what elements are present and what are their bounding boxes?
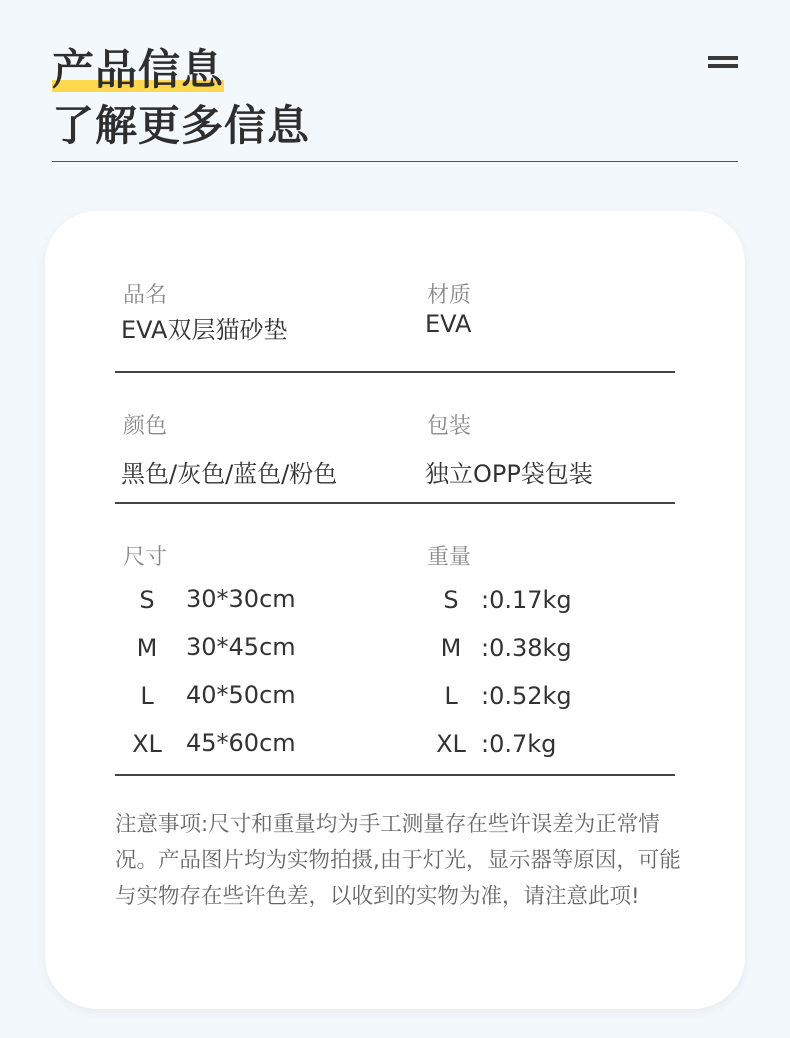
size-code: M [136, 634, 158, 662]
weight-label: 重量 [427, 545, 472, 570]
weight-value: :0.17kg [481, 586, 572, 614]
weight-code: L [444, 682, 458, 710]
page-subtitle: 了解更多信息 [52, 101, 311, 150]
color-label: 颜色 [123, 414, 168, 439]
material-label: 材质 [427, 283, 472, 308]
size-code: L [140, 682, 154, 710]
disclaimer-note: 注意事项:尺寸和重量均为手工测量存在些许误差为正常情况。产品图片均为实物拍摄,由于灯光，显示器等原因，可能与实物存在些许色差，以收到的实物为准，请注意此项! [115, 812, 681, 909]
material-value: EVA [425, 310, 472, 338]
weight-code: XL [436, 730, 466, 758]
size-dimensions: 30*45cm [186, 633, 296, 661]
weight-value: :0.38kg [481, 634, 572, 662]
size-dimensions: 45*60cm [186, 729, 296, 757]
color-value: 黑色/灰色/蓝色/粉色 [121, 460, 338, 488]
name-label: 品名 [123, 283, 168, 308]
weight-value: :0.7kg [481, 730, 557, 758]
size-code: S [139, 586, 155, 614]
divider [115, 774, 675, 776]
size-dimensions: 40*50cm [186, 681, 296, 709]
name-value: EVA双层猫砂垫 [121, 316, 288, 344]
divider [115, 371, 675, 373]
package-value: 独立OPP袋包装 [425, 460, 593, 488]
hamburger-icon[interactable] [708, 56, 738, 70]
page-title: 产品信息 [52, 45, 225, 94]
page-header [52, 42, 738, 154]
divider [115, 502, 675, 504]
size-code: XL [132, 730, 162, 758]
weight-code: S [443, 586, 459, 614]
package-label: 包装 [427, 414, 472, 439]
size-label: 尺寸 [123, 545, 168, 570]
weight-value: :0.52kg [481, 682, 572, 710]
header-divider [52, 161, 738, 162]
size-dimensions: 30*30cm [186, 585, 296, 613]
weight-code: M [440, 634, 462, 662]
product-info-card [45, 211, 745, 1009]
